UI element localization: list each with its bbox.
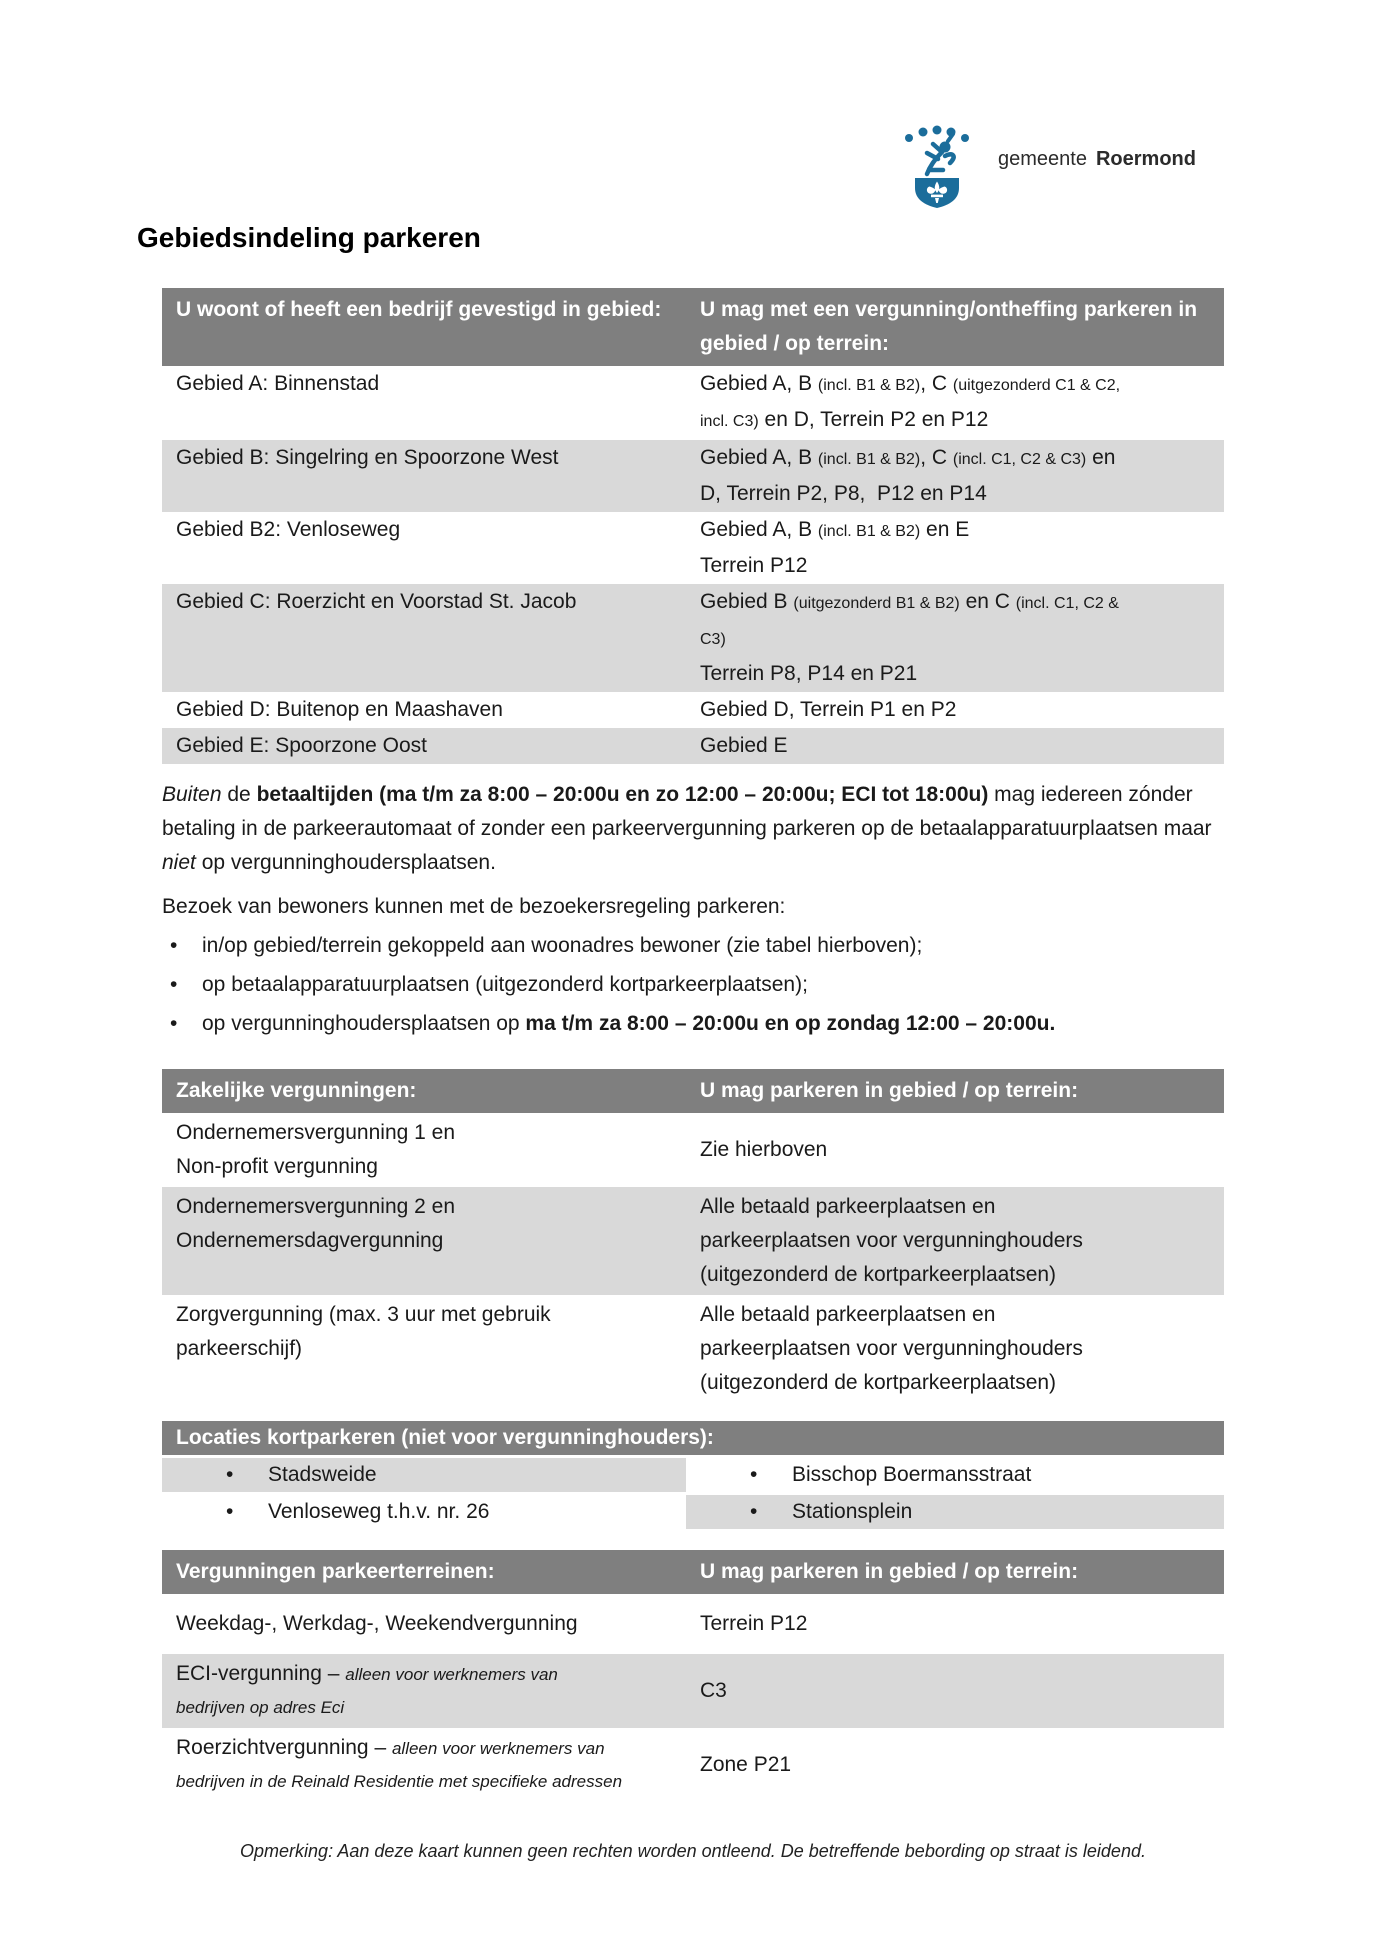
table4-header-row <box>162 1550 1224 1594</box>
brand-text <box>998 148 1196 171</box>
table-row-gebied-a <box>162 366 1224 440</box>
table-row-ondernemers-1 <box>162 1113 1224 1187</box>
bullet-icon: • <box>750 1463 758 1486</box>
cell-rechten: Gebied A, B (incl. B1 & B2) en E Terrein P12 <box>700 518 970 577</box>
table-row-gebied-c <box>162 584 1224 692</box>
list-item-text: in/op gebied/terrein gekoppeld aan woonadres bewoner (zie tabel hierboven); <box>202 934 923 957</box>
locatie-label: Bisschop Boermansstraat <box>792 1463 1032 1486</box>
table-row-gebied-e <box>162 728 1224 764</box>
bullet-icon: • <box>226 1500 234 1523</box>
cell-rechten: Gebied A, B (incl. B1 & B2), C (uitgezonderd C1 & C2, incl. C3) en D, Terrein P2 en P12 <box>700 372 1121 431</box>
table2-header-left: Zakelijke vergunningen: <box>176 1079 417 1102</box>
table4-header-right: U mag parkeren in gebied / op terrein: <box>700 1560 1079 1583</box>
table4-header-left: Vergunningen parkeerterreinen: <box>176 1560 495 1583</box>
cell-gebied: Gebied E: Spoorzone Oost <box>176 734 427 757</box>
cell-vergunning: Ondernemersvergunning 1 en Non-profit vergunning <box>176 1121 456 1178</box>
bezoekersregeling-intro: Bezoek van bewoners kunnen met de bezoekersregeling parkeren: <box>162 895 786 918</box>
brand-roermond: Roermond <box>1095 147 1196 170</box>
roermond-logo <box>900 122 1196 210</box>
table2-header-right: U mag parkeren in gebied / op terrein: <box>700 1079 1079 1102</box>
table1-header-row <box>162 288 1224 366</box>
cell-terrein: C3 <box>700 1679 727 1702</box>
cell-locatie <box>686 1495 1224 1532</box>
paragraph-betaaltijden: Buiten de betaaltijden (ma t/m za 8:00 – 20:00u en zo 12:00 – 20:00u; ECI tot 18:00u) mag iedereen zónder betaling in de parkeerautomaat of zonder een parkeervergunning parkeren op de betaalapparatuurplaatsen maar niet op vergunninghoudersplaatsen. <box>162 783 1212 874</box>
table-row-weekdag <box>162 1594 1224 1654</box>
table-row-kortparkeren-1 <box>162 1458 1224 1495</box>
bullet-icon: • <box>750 1500 758 1523</box>
cell-rechten: Gebied D, Terrein P1 en P2 <box>700 698 957 721</box>
table2-header-row <box>162 1069 1224 1113</box>
bezoekersregeling-list <box>162 929 1224 1041</box>
table1-header-right: U mag met een vergunning/ontheffing parkeren in gebied / op terrein: <box>700 298 1198 355</box>
coat-of-arms-icon <box>900 122 974 210</box>
bullet-icon: • <box>226 1463 234 1486</box>
cell-locatie <box>162 1495 686 1532</box>
locatie-label: Stadsweide <box>268 1463 377 1486</box>
locatie-label: Venloseweg t.h.v. nr. 26 <box>268 1500 490 1523</box>
list-item <box>162 1007 1224 1041</box>
cell-gebied: Gebied B2: Venloseweg <box>176 518 401 541</box>
table3-header-row <box>162 1421 1224 1458</box>
list-item <box>162 929 1224 963</box>
cell-vergunning: Roerzichtvergunning – alleen voor werknemers van bedrijven in de Reinald Residentie met specifieke adressen <box>176 1736 623 1791</box>
cell-gebied: Gebied C: Roerzicht en Voorstad St. Jacob <box>176 590 577 613</box>
table-locaties-kortparkeren <box>162 1421 1224 1532</box>
list-item-text: op vergunninghoudersplaatsen op ma t/m za 8:00 – 20:00u en op zondag 12:00 – 20:00u. <box>202 1012 1056 1035</box>
cell-gebied: Gebied D: Buitenop en Maashaven <box>176 698 503 721</box>
table3-header: Locaties kortparkeren (niet voor vergunninghouders): <box>162 1421 1224 1458</box>
bullet-icon: • <box>170 1012 178 1035</box>
cell-vergunning: Ondernemersvergunning 2 en Ondernemersdagvergunning <box>176 1195 456 1252</box>
cell-vergunning: Zorgvergunning (max. 3 uur met gebruik parkeerschijf) <box>176 1303 551 1360</box>
content-column <box>162 288 1224 1868</box>
cell-rechten: Gebied B (uitgezonderd B1 & B2) en C (incl. C1, C2 & C3) Terrein P8, P14 en P21 <box>700 590 1119 685</box>
cell-rechten: Alle betaald parkeerplaatsen en parkeerplaatsen voor vergunninghouders (uitgezonderd de kortparkeerplaatsen) <box>700 1195 1083 1286</box>
table-row-ondernemers-2 <box>162 1187 1224 1295</box>
table-row-eci <box>162 1654 1224 1728</box>
cell-gebied: Gebied A: Binnenstad <box>176 372 380 395</box>
cell-terrein: Terrein P12 <box>700 1612 808 1635</box>
cell-terrein: Zone P21 <box>700 1753 792 1776</box>
table1-header-left: U woont of heeft een bedrijf gevestigd in gebied: <box>176 298 662 321</box>
table-row-zorgvergunning <box>162 1295 1224 1403</box>
cell-locatie <box>686 1458 1224 1495</box>
list-item-text: op betaalapparatuurplaatsen (uitgezonderd kortparkeerplaatsen); <box>202 973 808 996</box>
cell-vergunning: Weekdag-, Werkdag-, Weekendvergunning <box>176 1612 578 1635</box>
table-row-gebied-b <box>162 440 1224 512</box>
table-row-gebied-d <box>162 692 1224 728</box>
bullet-icon: • <box>170 934 178 957</box>
table-row-roerzicht <box>162 1728 1224 1802</box>
cell-vergunning: ECI-vergunning – alleen voor werknemers van bedrijven op adres Eci <box>176 1662 558 1717</box>
cell-gebied: Gebied B: Singelring en Spoorzone West <box>176 446 559 469</box>
table-gebiedsindeling <box>162 288 1224 764</box>
table-vergunningen-parkeerterreinen <box>162 1550 1224 1802</box>
bullet-icon: • <box>170 973 178 996</box>
cell-rechten: Zie hierboven <box>700 1138 828 1161</box>
cell-rechten: Gebied E <box>700 734 788 757</box>
page-title: Gebiedsindeling parkeren <box>137 222 481 253</box>
list-item <box>162 968 1224 1002</box>
cell-rechten: Gebied A, B (incl. B1 & B2), C (incl. C1, C2 & C3) en D, Terrein P2, P8, P12 en P14 <box>700 446 1116 505</box>
locatie-label: Stationsplein <box>792 1500 913 1523</box>
cell-rechten: Alle betaald parkeerplaatsen en parkeerplaatsen voor vergunninghouders (uitgezonderd de kortparkeerplaatsen) <box>700 1303 1083 1394</box>
footnote: Opmerking: Aan deze kaart kunnen geen rechten worden ontleend. De betreffende bebording op straat is leidend. <box>240 1841 1146 1861</box>
table-zakelijke-vergunningen <box>162 1069 1224 1403</box>
brand-gemeente: gemeente <box>998 147 1087 170</box>
table-row-gebied-b2 <box>162 512 1224 584</box>
cell-locatie <box>162 1458 686 1495</box>
table-row-kortparkeren-2 <box>162 1495 1224 1532</box>
